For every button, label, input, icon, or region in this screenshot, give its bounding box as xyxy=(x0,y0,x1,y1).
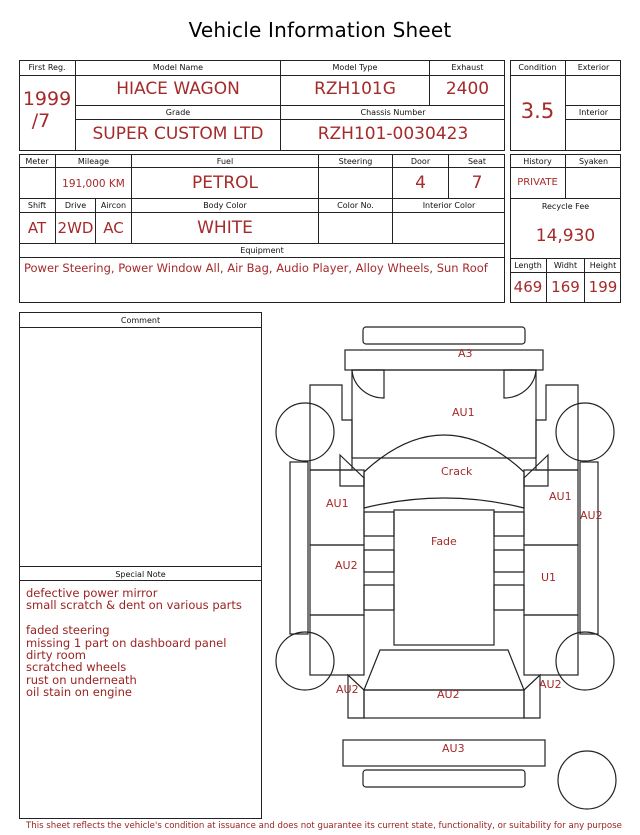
first-reg-label: First Reg. xyxy=(28,63,66,72)
special-note-item: oil stain on engine xyxy=(26,685,132,700)
page-title: Vehicle Information Sheet xyxy=(188,18,452,42)
aircon-value: AC xyxy=(103,219,124,237)
height-value: 199 xyxy=(588,278,618,296)
seat-value: 7 xyxy=(471,173,483,193)
right-window-3 xyxy=(494,585,524,610)
grade-label: Grade xyxy=(165,108,191,117)
mileage-label: Mileage xyxy=(77,157,110,166)
special-note-item: scratched wheels xyxy=(26,660,127,675)
damage-right-front-door: AU1 xyxy=(549,490,572,503)
syaken-label: Syaken xyxy=(578,157,609,166)
door-value: 4 xyxy=(415,173,426,193)
left-window-3 xyxy=(364,585,394,610)
special-note-item: small scratch & dent on various parts xyxy=(26,598,242,613)
damage-left-rear-quarter: AU2 xyxy=(336,683,359,696)
left-headlight xyxy=(352,370,384,398)
interior-label: Interior xyxy=(578,108,609,117)
special-note-item: dirty room xyxy=(26,648,86,663)
length-value: 469 xyxy=(513,278,543,296)
grade-value: SUPER CUSTOM LTD xyxy=(92,124,264,144)
drive-value: 2WD xyxy=(57,219,94,237)
left-window-1 xyxy=(364,512,394,536)
fuel-value: PETROL xyxy=(191,173,259,193)
model-type-label: Model Type xyxy=(332,63,378,72)
left-rear-door xyxy=(310,545,364,615)
steering-label: Steering xyxy=(338,157,373,166)
damage-roof: Fade xyxy=(431,535,457,548)
right-rear-quarter xyxy=(524,615,578,675)
model-type-value: RZH101G xyxy=(314,79,396,99)
chassis-number-value: RZH101-0030423 xyxy=(317,124,469,144)
special-note-label: Special Note xyxy=(115,570,166,579)
right-tail xyxy=(524,675,540,718)
rear-left-wheel xyxy=(276,632,334,690)
condition-label: Condition xyxy=(518,63,557,72)
disclaimer-footer: This sheet reflects the vehicle's condition at issuance and does not guarantee its current state, functionality, or suitability for any purpose xyxy=(26,821,622,831)
damage-left-front-door: AU1 xyxy=(326,497,349,510)
spare-wheel xyxy=(558,751,616,809)
body-color-label: Body Color xyxy=(203,201,247,210)
model-name-label: Model Name xyxy=(152,63,204,72)
damage-right-front-edge: AU2 xyxy=(580,509,603,522)
special-note-item: missing 1 part on dashboard panel xyxy=(26,635,227,650)
rear-right-wheel xyxy=(556,632,614,690)
damage-rear-bumper: AU3 xyxy=(442,742,465,755)
rear-window xyxy=(364,650,524,690)
mileage-value: 191,000 KM xyxy=(62,178,125,190)
left-rear-quarter xyxy=(310,615,364,675)
damage-front: A3 xyxy=(458,347,473,360)
hood xyxy=(352,370,536,458)
left-side-sill xyxy=(290,462,308,634)
interior-color-label: Interior Color xyxy=(422,201,476,210)
damage-left-rear-door: AU2 xyxy=(335,559,358,572)
left-tail xyxy=(348,675,364,718)
shift-label: Shift xyxy=(27,201,47,210)
color-no-label: Color No. xyxy=(337,201,374,210)
right-window-2 xyxy=(494,550,524,572)
front-panel xyxy=(345,350,543,370)
meter-label: Meter xyxy=(25,157,49,166)
model-name-value: HIACE WAGON xyxy=(116,79,240,99)
special-note-item: faded steering xyxy=(26,623,110,638)
chassis-number-label: Chassis Number xyxy=(360,108,426,117)
recycle-fee-value: 14,930 xyxy=(535,226,596,246)
front-left-wheel xyxy=(276,403,334,461)
history-value: PRIVATE xyxy=(517,177,558,188)
exterior-label: Exterior xyxy=(577,63,610,72)
roof xyxy=(394,510,494,645)
right-side-sill xyxy=(580,462,598,634)
body-color-value: WHITE xyxy=(197,218,253,238)
left-front-fender xyxy=(310,385,352,470)
front-bumper xyxy=(363,327,525,344)
length-label: Length xyxy=(514,261,542,270)
damage-hood: AU1 xyxy=(452,406,475,419)
special-note-item: defective power mirror xyxy=(26,586,158,600)
right-headlight xyxy=(504,370,536,398)
damage-rear-hatch: AU2 xyxy=(437,688,460,701)
right-window-1 xyxy=(494,512,524,536)
exhaust-label: Exhaust xyxy=(451,63,484,72)
damage-right-rear-quarter: AU2 xyxy=(539,678,562,691)
history-label: History xyxy=(523,157,552,166)
right-front-door xyxy=(524,470,578,545)
door-label: Door xyxy=(410,157,431,166)
equipment-value: Power Steering, Power Window All, Air Bag, Audio Player, Alloy Wheels, Sun Roof xyxy=(24,261,488,275)
height-label: Height xyxy=(589,261,617,270)
special-note-item: rust on underneath xyxy=(26,672,137,687)
damage-right-rear-door: U1 xyxy=(541,571,557,584)
comment-label: Comment xyxy=(120,316,161,325)
shift-value: AT xyxy=(27,219,47,237)
condition-value: 3.5 xyxy=(520,99,555,123)
left-window-2 xyxy=(364,550,394,572)
first-reg-month: /7 xyxy=(31,110,51,132)
damage-windshield: Crack xyxy=(441,465,473,478)
drive-label: Drive xyxy=(64,201,87,210)
width-value: 169 xyxy=(551,278,580,296)
front-right-wheel xyxy=(556,403,614,461)
exhaust-value: 2400 xyxy=(445,79,490,99)
seat-label: Seat xyxy=(467,157,487,166)
first-reg-year: 1999 xyxy=(22,88,72,110)
equipment-label: Equipment xyxy=(240,246,284,255)
rear-step xyxy=(363,770,525,787)
fuel-label: Fuel xyxy=(216,157,234,166)
recycle-fee-label: Recycle Fee xyxy=(541,202,590,211)
width-label: Widht xyxy=(553,261,578,270)
aircon-label: Aircon xyxy=(100,201,127,210)
